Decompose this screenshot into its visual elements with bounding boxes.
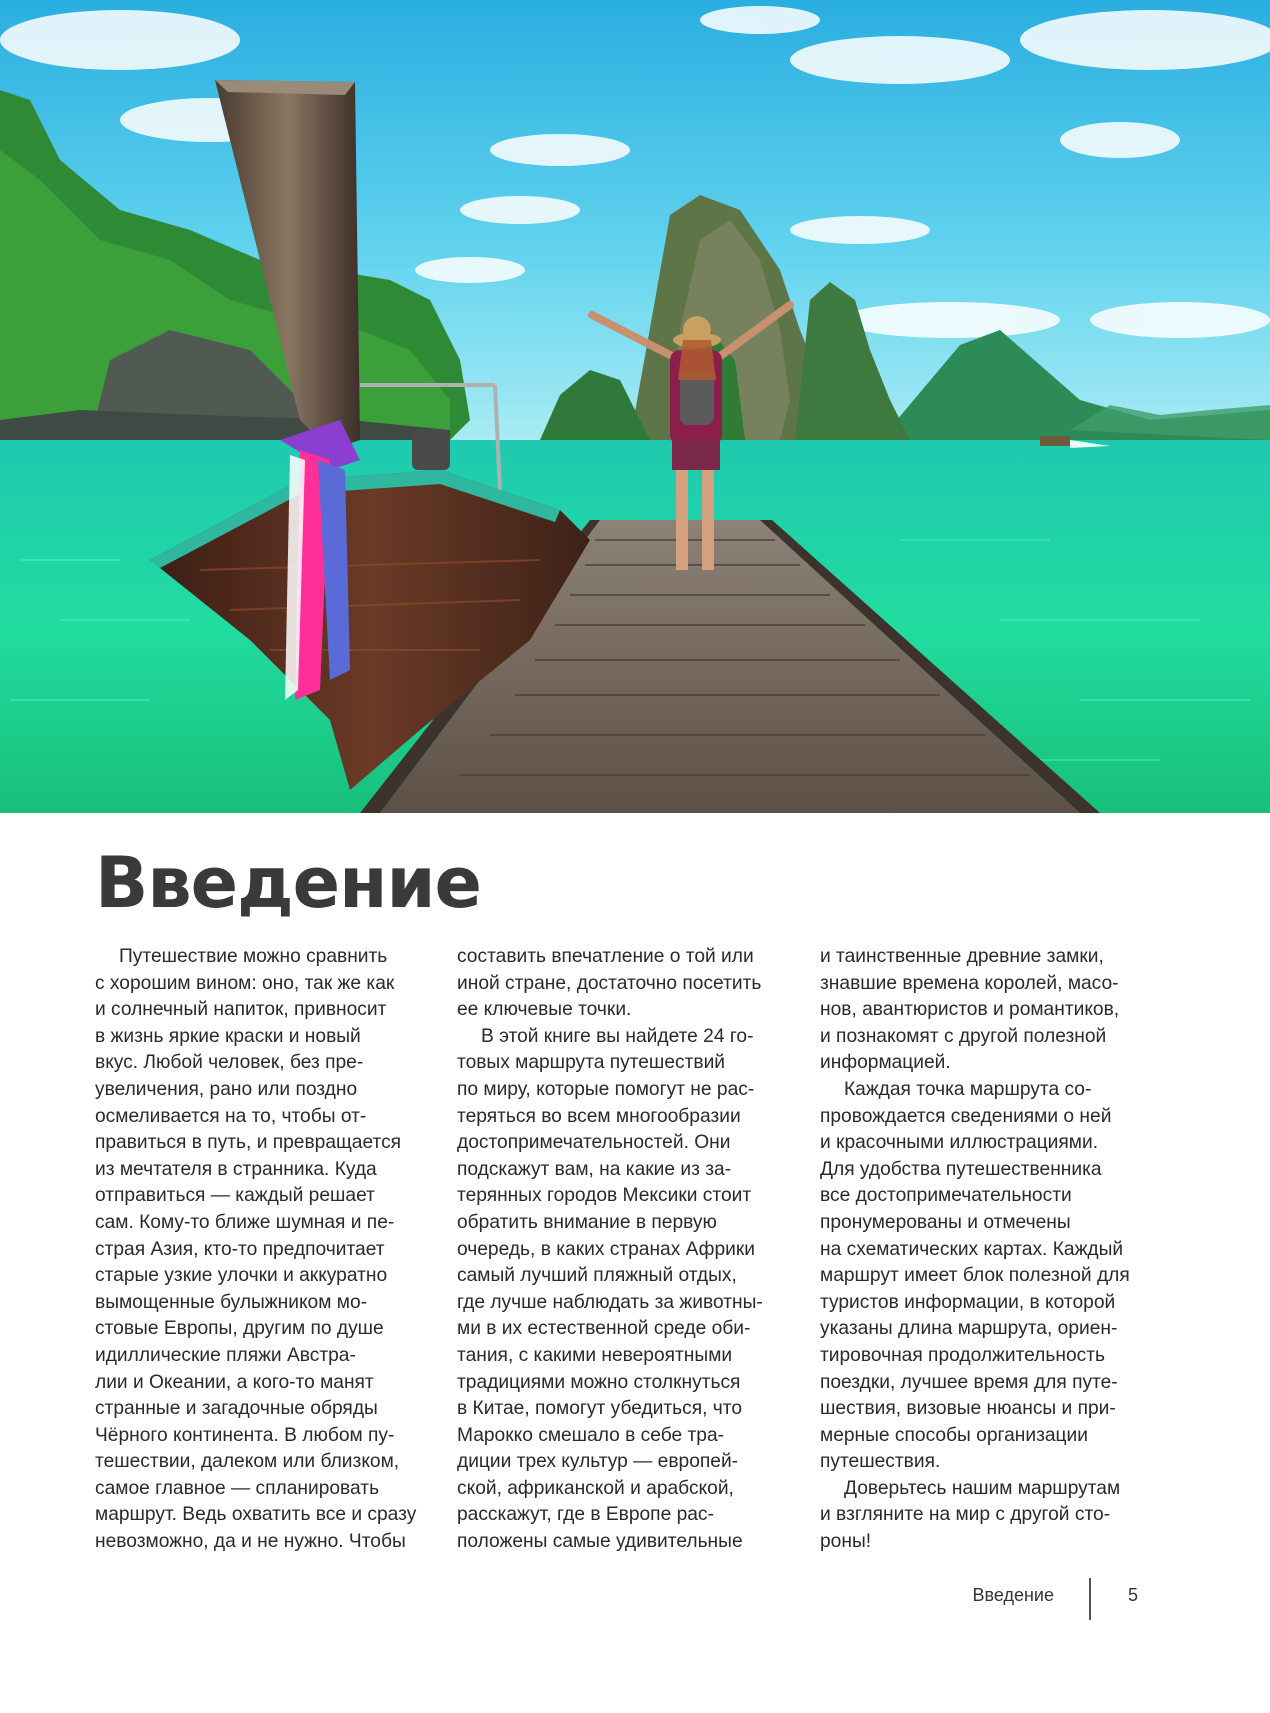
text-column-2 — [457, 944, 787, 1556]
text-line: информацией. — [820, 1052, 951, 1074]
text-line: терянных городов Мексики стоит — [457, 1185, 752, 1207]
text-line: странные и загадочные обряды — [95, 1398, 378, 1420]
page-title: Введение — [95, 842, 482, 924]
text-line: Чёрного континента. В любом пу- — [95, 1424, 395, 1446]
text-line: нов, авантюристов и романтиков, — [820, 999, 1120, 1021]
text-line: с хорошим вином: оно, так же как — [95, 972, 395, 994]
text-line: путешествия. — [820, 1451, 941, 1473]
text-line: идиллические пляжи Австра- — [95, 1344, 356, 1366]
text-line: В этой книге вы найдете 24 го- — [481, 1025, 754, 1047]
text-line: ской, африканской и арабской, — [457, 1477, 734, 1499]
text-line: достопримечательностей. Они — [457, 1132, 731, 1154]
text-line: Для удобства путешественника — [820, 1158, 1102, 1180]
text-line: провождается сведениями о ней — [820, 1105, 1112, 1127]
text-line: невозможно, да и не нужно. Чтобы — [95, 1531, 406, 1553]
text-line: расскажут, где в Европе рас- — [457, 1504, 714, 1526]
text-line: тировочная продолжительность — [820, 1344, 1106, 1366]
text-line: по миру, которые помогут не рас- — [457, 1078, 755, 1100]
page-number: 5 — [1128, 1585, 1139, 1605]
text-line: из мечтателя в странника. Куда — [95, 1158, 377, 1180]
text-line: туристов информации, в которой — [820, 1291, 1116, 1313]
text-line: Доверьтесь нашим маршрутам — [844, 1477, 1121, 1499]
text-line: роны! — [820, 1531, 872, 1553]
text-line: самое главное — спланировать — [95, 1477, 380, 1499]
text-line: шествия, визовые нюансы и при- — [820, 1398, 1116, 1420]
text-line: увеличения, рано или поздно — [95, 1078, 358, 1100]
text-line: все достопримечательности — [820, 1185, 1072, 1207]
text-column-1 — [95, 944, 425, 1556]
text-line: отправиться — каждый решает — [95, 1185, 375, 1207]
text-line: тешествии, далеком или близком, — [95, 1451, 400, 1473]
text-line: товых маршрута путешествий — [457, 1052, 726, 1074]
text-line: пронумерованы и отмечены — [820, 1211, 1071, 1233]
text-line: на схематических картах. Каждый — [820, 1238, 1124, 1260]
text-line: и взгляните на мир с другой сто- — [820, 1504, 1111, 1526]
text-line: ми в их естественной среде оби- — [457, 1318, 751, 1340]
text-column-3 — [820, 944, 1150, 1556]
text-line: в жизнь яркие краски и новый — [95, 1025, 361, 1047]
text-line: в Китае, помогут убедиться, что — [457, 1398, 743, 1420]
text-line: обратить внимание в первую — [457, 1211, 717, 1233]
text-line: сам. Кому-то ближе шумная и пе- — [95, 1211, 395, 1233]
text-line: положены самые удивительные — [457, 1531, 743, 1553]
text-line: очередь, в каких странах Африки — [457, 1238, 755, 1260]
text-line: и красочными иллюстрациями. — [820, 1132, 1099, 1154]
text-line: маршрут. Ведь охватить все и сразу — [95, 1504, 417, 1526]
text-line: ее ключевые точки. — [457, 999, 632, 1021]
text-line: и солнечный напиток, привносит — [95, 999, 387, 1021]
text-line: теряться во всем многообразии — [457, 1105, 741, 1127]
hero-photo — [0, 0, 1270, 813]
text-line: традициями можно столкнуться — [457, 1371, 741, 1393]
text-line: где лучше наблюдать за животны- — [457, 1291, 763, 1313]
text-line: стовые Европы, другим по душе — [95, 1318, 384, 1340]
text-line: самый лучший пляжный отдых, — [457, 1265, 737, 1287]
text-line: указаны длина маршрута, ориен- — [820, 1318, 1118, 1340]
text-line: старые узкие улочки и аккуратно — [95, 1265, 388, 1287]
text-line: составить впечатление о той или — [457, 946, 754, 967]
tropical-lagoon-illustration — [0, 0, 1270, 813]
text-line: вкус. Любой человек, без пре- — [95, 1052, 364, 1074]
text-line: и таинственные древние замки, — [820, 946, 1104, 967]
text-line: знавшие времена королей, масо- — [820, 972, 1119, 994]
text-line: подскажут вам, на какие из за- — [457, 1158, 732, 1180]
text-line: маршрут имеет блок полезной для — [820, 1265, 1130, 1287]
running-footer-section: Введение — [972, 1585, 1054, 1605]
text-line: Каждая точка маршрута со- — [844, 1078, 1092, 1100]
text-line: поездки, лучшее время для путе- — [820, 1371, 1118, 1393]
text-line: мерные способы организации — [820, 1424, 1088, 1446]
text-line: лии и Океании, а кого-то манят — [95, 1371, 374, 1393]
text-line: осмеливается на то, чтобы от- — [95, 1105, 367, 1127]
text-line: страя Азия, кто-то предпочитает — [95, 1238, 385, 1260]
text-line: Путешествие можно сравнить — [119, 946, 388, 967]
text-line: диции трех культур — европей- — [457, 1451, 739, 1473]
footer-divider — [1089, 1578, 1091, 1620]
text-line: правиться в путь, и превращается — [95, 1132, 402, 1154]
text-line: вымощенные булыжником мо- — [95, 1291, 368, 1313]
text-line: Марокко смешало в себе тра- — [457, 1424, 725, 1446]
text-line: иной стране, достаточно посетить — [457, 972, 762, 994]
text-line: и познакомят с другой полезной — [820, 1025, 1107, 1047]
text-line: тания, с какими невероятными — [457, 1344, 733, 1366]
